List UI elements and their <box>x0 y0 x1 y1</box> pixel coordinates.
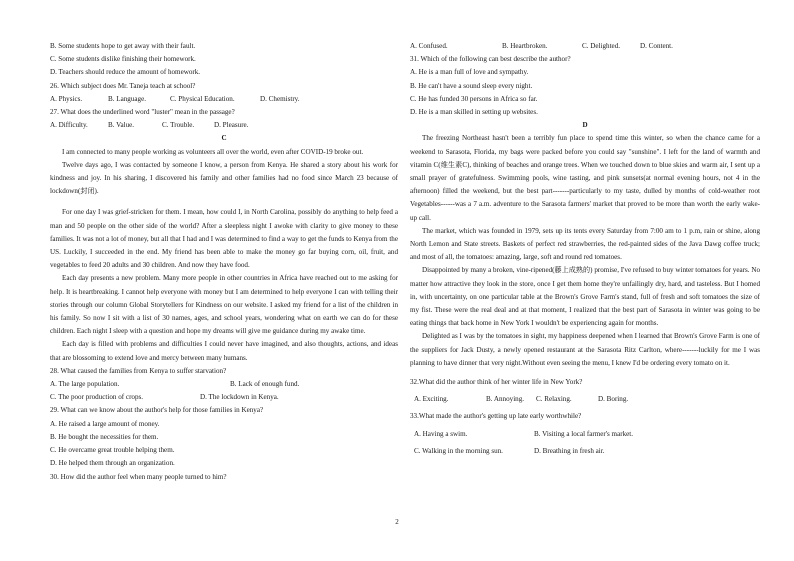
passage-c-paragraph-1: I am connected to many people working as volunteers all over the world, even after COVID-19 broke out. <box>62 147 364 156</box>
option-b: B. He bought the necessities for them. <box>50 432 159 441</box>
section-c-heading: C <box>221 134 227 143</box>
passage-c-paragraph-2: Twelve days ago, I was contacted by someone I know, a person from Kenya. He shared a story about his work for kindness and joy. In his sharing, I discovered his family and other families had no food since March 23 because of lockdown(封闭). <box>50 160 398 196</box>
option-a: A. He raised a large amount of money. <box>50 419 160 428</box>
question-28: 28. What caused the families from Kenya to suffer starvation? <box>50 366 227 375</box>
option-b: B. Visiting a local farmer's market. <box>534 429 634 438</box>
passage-d-paragraph-3: Disappointed by many a broken, vine-ripened(藤上成熟的) promise, I've refused to buy winter tomatoes for years. No matter how attractive they look in the store, once I get them home they're unfailingly dry, hard, and tasteless. But I homed in, with uncertainty, on one particular table at the Brown's Grove Farm's stand, full of fresh and soft tomatoes the size of my fist. These were the real deal and at that moment, I realized that the best part of Sarasota in winter was going to be eating things that back home in New York I wouldn't be experiencing again for months. <box>410 266 760 328</box>
option-a: A. Confused. <box>410 42 448 50</box>
page-number: 2 <box>395 518 399 526</box>
option-b: B. Lack of enough fund. <box>230 380 300 389</box>
left-column <box>50 40 398 484</box>
question-33: 33.What made the author's getting up late early worthwhile? <box>410 412 582 421</box>
passage-c-paragraph-5: Each day is filled with problems and difficulties I could never have imagined, and also thoughts, actions, and ideas that are blossoming to extend love and mercy between many humans. <box>50 340 398 362</box>
option-b: B. Language. <box>108 94 147 103</box>
option-a: A. Exciting. <box>414 395 449 404</box>
question-33-options-2 <box>410 445 760 458</box>
option-d: D. The lockdown in Kenya. <box>200 393 279 402</box>
option-a: A. Having a swim. <box>414 429 468 438</box>
question-33-options <box>410 428 760 441</box>
option-a: A. Physics. <box>50 94 83 103</box>
option-c: C. The poor production of crops. <box>50 393 144 402</box>
option-c: C. Some students dislike finishing their homework. <box>50 55 196 64</box>
option-d: D. He is a man skilled in setting up websites. <box>410 108 538 117</box>
passage-d-paragraph-1: The freezing Northeast hasn't been a terribly fun place to spend time this winter, so when the chance came for a weekend to Sarasota, Florida, my bags were packed before you could say "sunshine". I left for the land of warmth and vitamin C(维生素C), thinking of beaches and orange trees. When we touched down to blue skies and warm air, I sent up a small prayer of gratefulness. Swimming pools, wine tasting, and pink sunsets(at normal evening hours, not 4 in the afternoon) filled the weekend, but the best part-------particularly to my taste, dulled by months of cold-weather root Vegetables------was a 7 a.m. adventure to the Sarasota farmers' market that proved to be more than worth the early wake-up call. <box>410 134 760 222</box>
option-a: A. He is a man full of love and sympathy. <box>410 68 529 77</box>
option-c: C. Delighted. <box>582 42 621 50</box>
option-a: A. Difficulty. <box>50 121 88 130</box>
option-d: D. Breathing in fresh air. <box>534 446 605 455</box>
option-a: A. The large population. <box>50 380 120 389</box>
question-30-options <box>410 40 760 53</box>
option-d: D. Boring. <box>598 395 629 404</box>
passage-c-paragraph-4: Each day presents a new problem. Many more people in other countries in Africa have reached out to me asking for help. It is heartbreaking. I cannot help everyone with money but I am determined to help everyone I can with telling their stories through our column Global Storytellers for Kindness on our website. I asked my friend for a list of the children in his family. So now I sit with a list of 30 names, ages, and school years, wondering what on earth we can do for these children. Each night I sleep with a question and hope my dreams will give me guidance during my awake time. <box>50 274 398 336</box>
option-b: B. Some students hope to get away with their fault. <box>50 42 196 50</box>
option-b: B. Value. <box>108 121 135 130</box>
option-d: D. Content. <box>640 42 673 50</box>
option-c: C. Trouble. <box>162 121 195 130</box>
question-27: 27. What does the underlined word "luster" mean in the passage? <box>50 108 235 117</box>
question-29: 29. What can we know about the author's help for those families in Kenya? <box>50 406 264 415</box>
option-c: C. Walking in the morning sun. <box>414 446 503 455</box>
section-d-heading: D <box>582 121 588 130</box>
question-26: 26. Which subject does Mr. Taneja teach at school? <box>50 81 196 90</box>
question-28-options-2 <box>50 391 398 404</box>
option-b: B. Heartbroken. <box>502 42 548 50</box>
option-d: D. Pleasure. <box>214 121 249 130</box>
option-c: C. He has funded 30 persons in Africa so far. <box>410 94 538 103</box>
option-c: C. He overcame great trouble helping them. <box>50 446 175 455</box>
question-31: 31. Which of the following can best describe the author? <box>410 55 571 64</box>
question-27-options <box>50 119 398 132</box>
option-c: C. Relaxing. <box>536 395 572 404</box>
option-d: D. Chemistry. <box>260 94 300 103</box>
option-b: B. He can't have a sound sleep every night. <box>410 81 533 90</box>
passage-c-paragraph-3: For one day I was grief-stricken for them. I mean, how could I, in North Carolina, possibly do anything to help feed a man and 50 people on the other side of the world? After a sleepless night I awoke with clarity to give money to these families. It was not a lot of money, but all that I had and I was determined to find a way to get the funds to Kenya from the US. Luckily, I succeeded in the end. My friend has been able to make the money go far buying corn, oil, fruit, and vegetables to feed 20 adults and 30 children. And now they have food. <box>50 208 398 270</box>
option-d: D. He helped them through an organization. <box>50 459 175 468</box>
question-32: 32.What did the author think of her winter life in New York? <box>410 378 583 387</box>
passage-d-paragraph-2: The market, which was founded in 1979, sets up its tents every Saturday from 7:00 am to 1 p.m, rain or shine, along North Lemon and State streets. Baskets of perfect red strawberries, the red-painted sides of the Java Dawg coffee truck; and most of all, the tomatoes: amazing, large, soft and round red tomatoes. <box>410 226 760 262</box>
question-32-options <box>410 393 760 406</box>
option-c: C. Physical Education. <box>170 94 235 103</box>
question-30: 30. How did the author feel when many people turned to him? <box>50 472 227 481</box>
question-26-options <box>50 93 398 106</box>
option-b: B. Annoying. <box>486 395 525 404</box>
right-column <box>410 40 760 458</box>
option-d: D. Teachers should reduce the amount of homework. <box>50 68 201 77</box>
question-28-options <box>50 378 398 391</box>
passage-d-paragraph-4: Delighted as I was by the tomatoes in sight, my happiness deepened when I learned that Brown's Grove Farm is one of the suppliers for Jack Dusty, a newly opened restaurant at the Sarasota Ritz Carlton, where-------luckily for me I was planning to have dinner that very night.Without even seeing the menu, I knew I'd be ordering every tomato on it. <box>410 332 760 367</box>
